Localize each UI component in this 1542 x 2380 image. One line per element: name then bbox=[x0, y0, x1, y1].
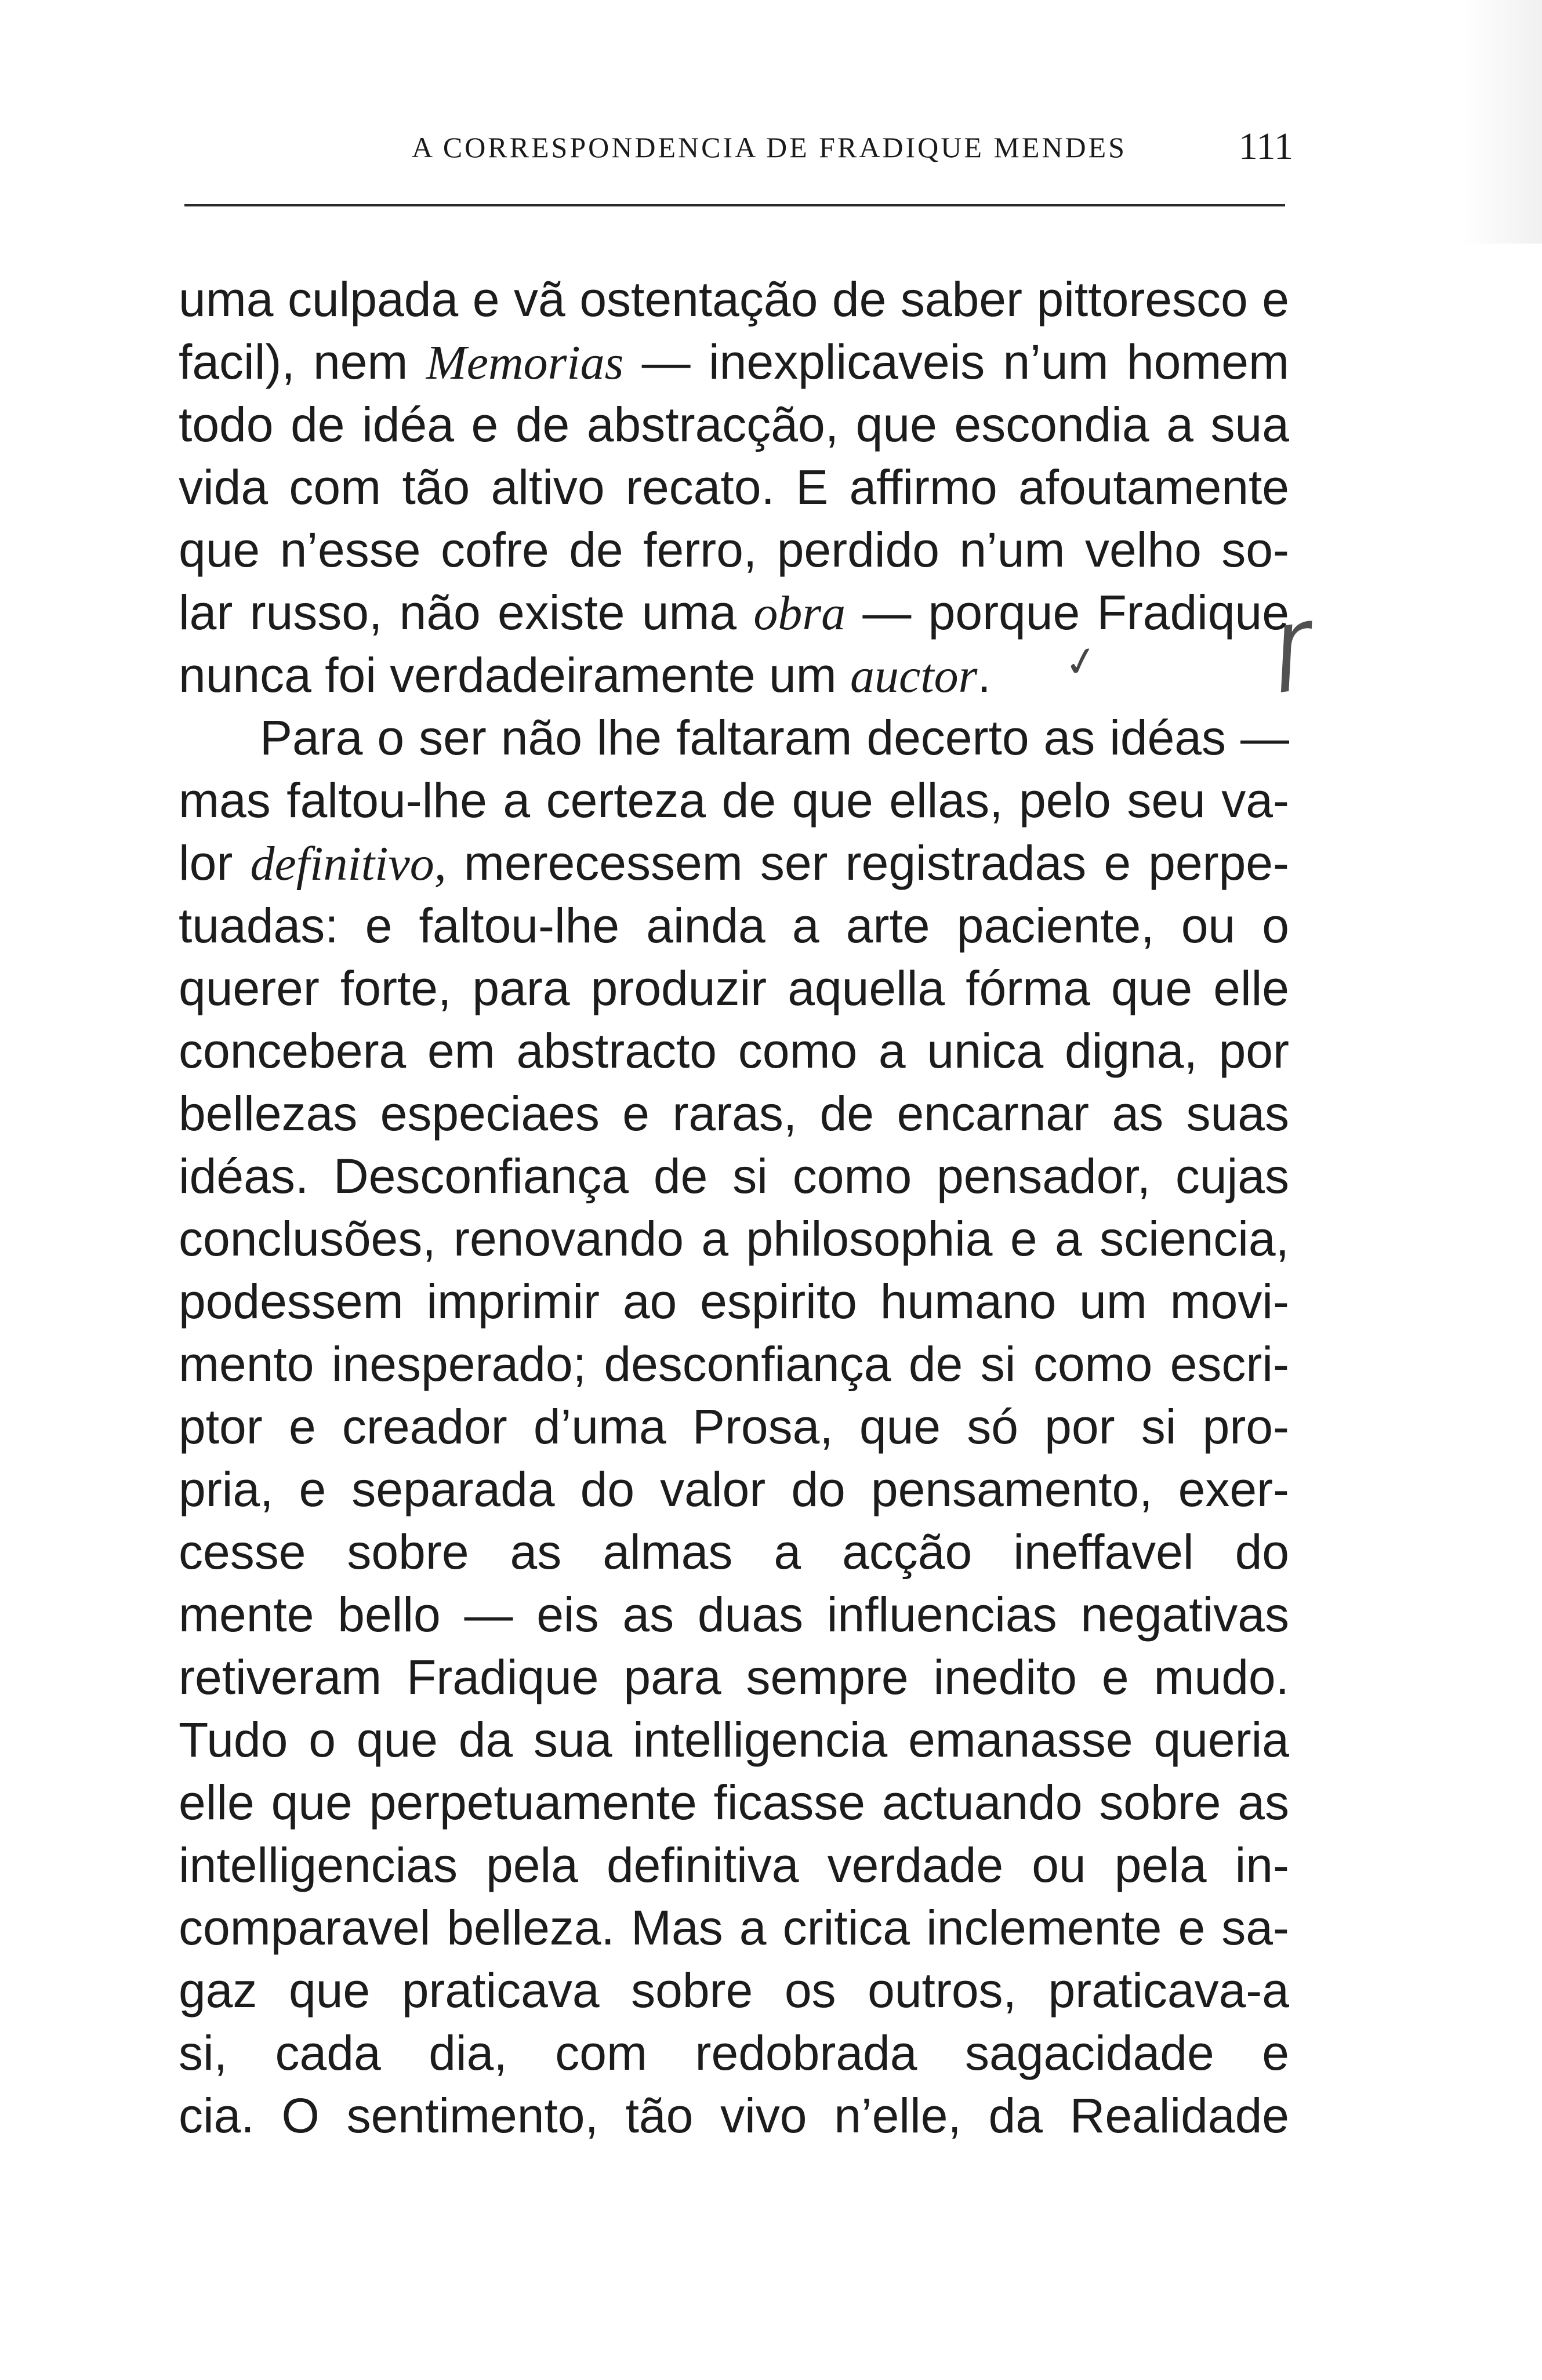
text-line: que n’esse cofre de ferro, perdido n’um velho so- bbox=[179, 523, 1289, 577]
running-title: A CORRESPONDENCIA DE FRADIQUE MENDES bbox=[412, 131, 1127, 164]
text-line: pria, e separada do valor do pensamento, exer- bbox=[179, 1462, 1289, 1516]
text-line: elle que perpetuamente ficasse actuando sobre as bbox=[179, 1775, 1289, 1830]
text-line: Para o ser não lhe faltaram decerto as idéas — bbox=[260, 710, 1289, 765]
text-line: gaz que praticava sobre os outros, praticava-a bbox=[179, 1963, 1289, 2018]
text-line: concebera em abstracto como a unica digna, por bbox=[179, 1024, 1289, 1078]
scan-edge-shadow bbox=[1461, 0, 1542, 244]
text-line: lor definitivo, merecessem ser registradas e perpe- bbox=[179, 836, 1289, 891]
text-line: facil), nem Memorias — inexplicaveis n’um homem bbox=[179, 335, 1289, 390]
text-line: Tudo o que da sua intelligencia emanasse queria bbox=[179, 1713, 1289, 1767]
text-line: todo de idéa e de abstracção, que escondia a sua bbox=[179, 397, 1289, 452]
italic-term: obra bbox=[753, 586, 846, 640]
pencil-check-mark: ✓ bbox=[1060, 635, 1102, 688]
italic-term: auctor bbox=[850, 649, 978, 703]
running-header bbox=[174, 125, 1293, 171]
text-line: bellezas especiaes e raras, de encarnar as suas bbox=[179, 1086, 1289, 1141]
text-line: nunca foi verdadeiramente um auctor. bbox=[179, 648, 991, 703]
text-line: querer forte, para produzir aquella fórma que elle bbox=[179, 961, 1289, 1015]
text-line: comparavel belleza. Mas a critica inclemente e sa- bbox=[179, 1900, 1289, 1955]
text-line: cia. O sentimento, tão vivo n’elle, da Realidade bbox=[179, 2088, 1289, 2143]
italic-term: Memorias bbox=[426, 336, 624, 390]
text-line: mas faltou-lhe a certeza de que ellas, pelo seu va- bbox=[179, 773, 1289, 828]
text-line: si, cada dia, com redobrada sagacidade e bbox=[179, 2026, 1289, 2080]
text-line: ptor e creador d’uma Prosa, que só por si pro- bbox=[179, 1399, 1289, 1454]
header-rule bbox=[184, 204, 1285, 206]
text-line: lar russo, não existe uma obra — porque Fradique bbox=[179, 585, 1289, 640]
text-line: mento inesperado; desconfiança de si como escri- bbox=[179, 1337, 1289, 1391]
text-line: podessem imprimir ao espirito humano um movi- bbox=[179, 1274, 1289, 1329]
text-line: intelligencias pela definitiva verdade ou pela in- bbox=[179, 1838, 1289, 1892]
italic-term: definitivo, bbox=[250, 837, 447, 891]
text-line: conclusões, renovando a philosophia e a sciencia, bbox=[179, 1211, 1289, 1266]
page-number: 111 bbox=[1238, 125, 1293, 168]
body-text bbox=[179, 268, 1289, 2147]
text-line: uma culpada e vã ostentação de saber pittoresco e bbox=[179, 272, 1289, 326]
text-line: tuadas: e faltou-lhe ainda a arte paciente, ou o bbox=[179, 898, 1289, 953]
text-line: mente bello — eis as duas influencias negativas bbox=[179, 1587, 1289, 1642]
text-line: cesse sobre as almas a acção ineffavel do bbox=[179, 1525, 1289, 1579]
text-line: retiveram Fradique para sempre inedito e mudo. bbox=[179, 1650, 1289, 1704]
text-line: idéas. Desconfiança de si como pensador, cujas bbox=[179, 1149, 1289, 1203]
pencil-margin-mark: ɼ bbox=[1269, 589, 1324, 695]
text-line: vida com tão altivo recato. E affirmo afoutamente bbox=[179, 460, 1289, 514]
